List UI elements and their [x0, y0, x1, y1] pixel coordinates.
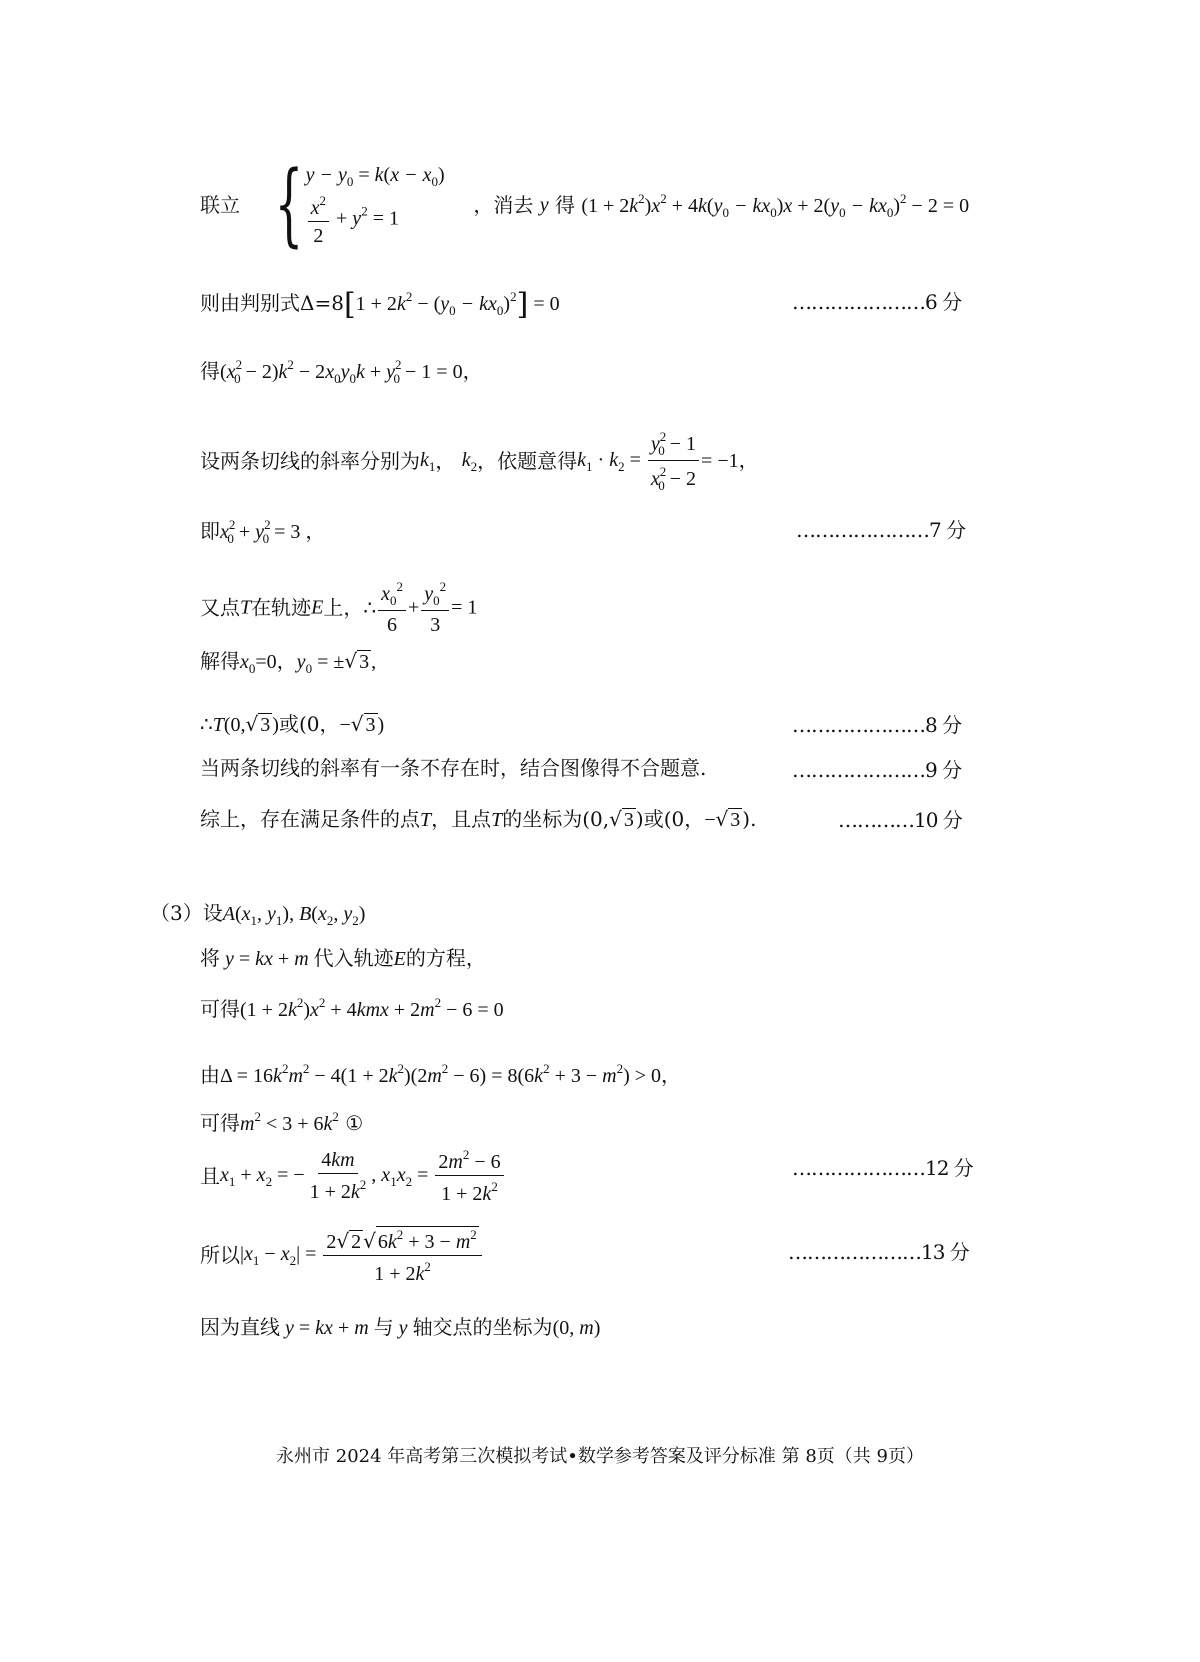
score-6: …………………6 分: [792, 290, 962, 314]
condition-text: ，依题意得: [477, 449, 578, 473]
score-13: …………………13 分: [788, 1240, 969, 1264]
slope-nonexist-line: 当两条切线的斜率有一条不存在时，结合图像得不合题意.: [200, 756, 707, 780]
conclusion-c: 的坐标为(0,: [502, 807, 610, 831]
slope-fraction: $\frac{y^2_0 - 1}{x^2_0 - 2}$: [648, 430, 699, 492]
you: 由: [200, 1063, 220, 1087]
shang: 上，: [323, 595, 364, 620]
conclusion-d: )或(0，: [635, 807, 705, 831]
solution-line: 解得$x_0=0$，$y_0$ = ±√ 3 ,: [200, 649, 377, 676]
k2: k: [461, 448, 471, 471]
ke-de-2: 可得: [200, 1111, 240, 1135]
quadratic-line: 可得$(1 + 2k^2)x^2 + 4kmx + 2m^2 - 6 = 0$: [200, 995, 504, 1021]
jie-de: 解得: [200, 649, 240, 673]
system-line: [200, 152, 970, 257]
ke-de: 可得: [200, 997, 240, 1021]
eliminate-text: ，消去: [473, 193, 534, 217]
k1: k: [420, 448, 429, 471]
locus-e: E: [311, 596, 324, 619]
k-equation-line: 得$(x^2_0 - 2)k^2 - 2x_0y_0k + y^2_0 - 1 = 0$，: [200, 357, 483, 386]
vieta-line: 且$x_1 + x_2$ = − $\frac{4km}{1 + 2k^2}$ , $x_1x_2$ = $\frac{2m^2 - 6}{1 + 2k^2}$: [200, 1148, 506, 1204]
de-text: 得: [554, 193, 575, 217]
score-12: …………………12 分: [792, 1156, 973, 1180]
circle-line: 即$x^2_0 + y^2_0 = 3$ ，: [200, 517, 326, 546]
score-7: …………………7 分: [796, 518, 966, 542]
qie: 且: [200, 1164, 220, 1188]
point-t: T: [240, 596, 252, 619]
page-footer: 永州市 2024 年高考第三次模拟考试•数学参考答案及评分标准 第 8页（共 9页）: [276, 1446, 924, 1467]
conclusion-e: ).: [742, 807, 757, 831]
var-y: y: [539, 194, 549, 216]
substitute-line: 将 y = kx + m 代入轨迹E的方程，: [200, 946, 486, 970]
de-label: 得: [200, 359, 220, 383]
slope-intro: 设两条切线的斜率分别为: [200, 449, 420, 473]
intercept-text: 轴交点的坐标为: [412, 1315, 553, 1339]
circled-one: ①: [345, 1111, 364, 1135]
discriminant-line: 则由判别式$\Delta=8[1 + 2k^2 - (y_0 - kx_0)^2] = 0$: [200, 287, 560, 322]
therefore: ∴: [200, 712, 213, 736]
conclusion-line: 综上，存在满足条件的点T，且点T的坐标为(0,√ 3 )或(0，−√ 3 ).: [200, 807, 757, 831]
lianli-label: 联立: [200, 193, 240, 217]
because-line: 因为直线: [200, 1315, 280, 1339]
conclusion-a: 综上，存在满足条件的点: [200, 807, 420, 831]
quadratic-equation: $(1 + 2k^2)x^2 + 4k(y_0 - kx_0)x + 2(y_0 - kx_0)^2 - 2 = 0$: [581, 190, 970, 220]
slope-product-line: 设两条切线的斜率分别为$k_1$， $k_2$，依题意得$k_1 \cdot k_2$ = $\frac{y^2_0 - 1}{x^2_0 - 2}$ = −1，: [200, 429, 759, 493]
condition-line: 可得$m^2 < 3 + 6k^2$ ①: [200, 1109, 364, 1135]
score-10: …………10 分: [838, 808, 962, 832]
equation-text: 的方程，: [405, 946, 486, 970]
or-text: 或(0，: [278, 712, 340, 736]
score-8: …………………8 分: [792, 713, 962, 737]
ellipse-line: 又点T在轨迹E上，∴ $\frac{x_0^2}{6}$ + $\frac{y_0^2}{3}$ = 1: [200, 579, 478, 636]
part3-label: （3）设: [150, 901, 223, 925]
on-locus: 在轨迹: [251, 595, 312, 620]
ji-label: 即: [200, 519, 220, 543]
conclusion-b: ，且点: [431, 807, 492, 831]
intercept-line: 因为直线 y = kx + m 与 y 轴交点的坐标为(0, m): [200, 1315, 601, 1339]
point-t-line: ∴T(0,√ 3 )或(0，−√ 3 ): [200, 712, 385, 736]
score-9: …………………9 分: [792, 758, 962, 782]
discriminant-label: 则由判别式Δ=8: [200, 291, 344, 315]
yu: 与: [373, 1315, 394, 1339]
part3-head: （3）设$A(x_1$, $y_1$), $B(x_2$, $y_2$): [150, 901, 366, 928]
delta-line: 由$\Delta = 16k^2m^2 - 4(1 + 2k^2)(2m^2 - 6) = 8(6k^2 + 3 - m^2) > 0$，: [200, 1061, 682, 1087]
you-dian: 又点: [200, 595, 240, 620]
suo-yi: 所以: [200, 1243, 240, 1267]
substitute-text: 代入轨迹: [313, 946, 394, 970]
distance-line: 所以$|x_1 - x_2|$ = $\frac{2√ 2 √ 6k^2 + 3 - m^2}{1 + 2k^2}$: [200, 1226, 484, 1284]
equation-system: { $y - y_0 = k(x - x_0)$ $\frac{x^2}{2}$ + $y^2 = 1$: [274, 152, 445, 257]
jiang: 将: [200, 946, 220, 970]
